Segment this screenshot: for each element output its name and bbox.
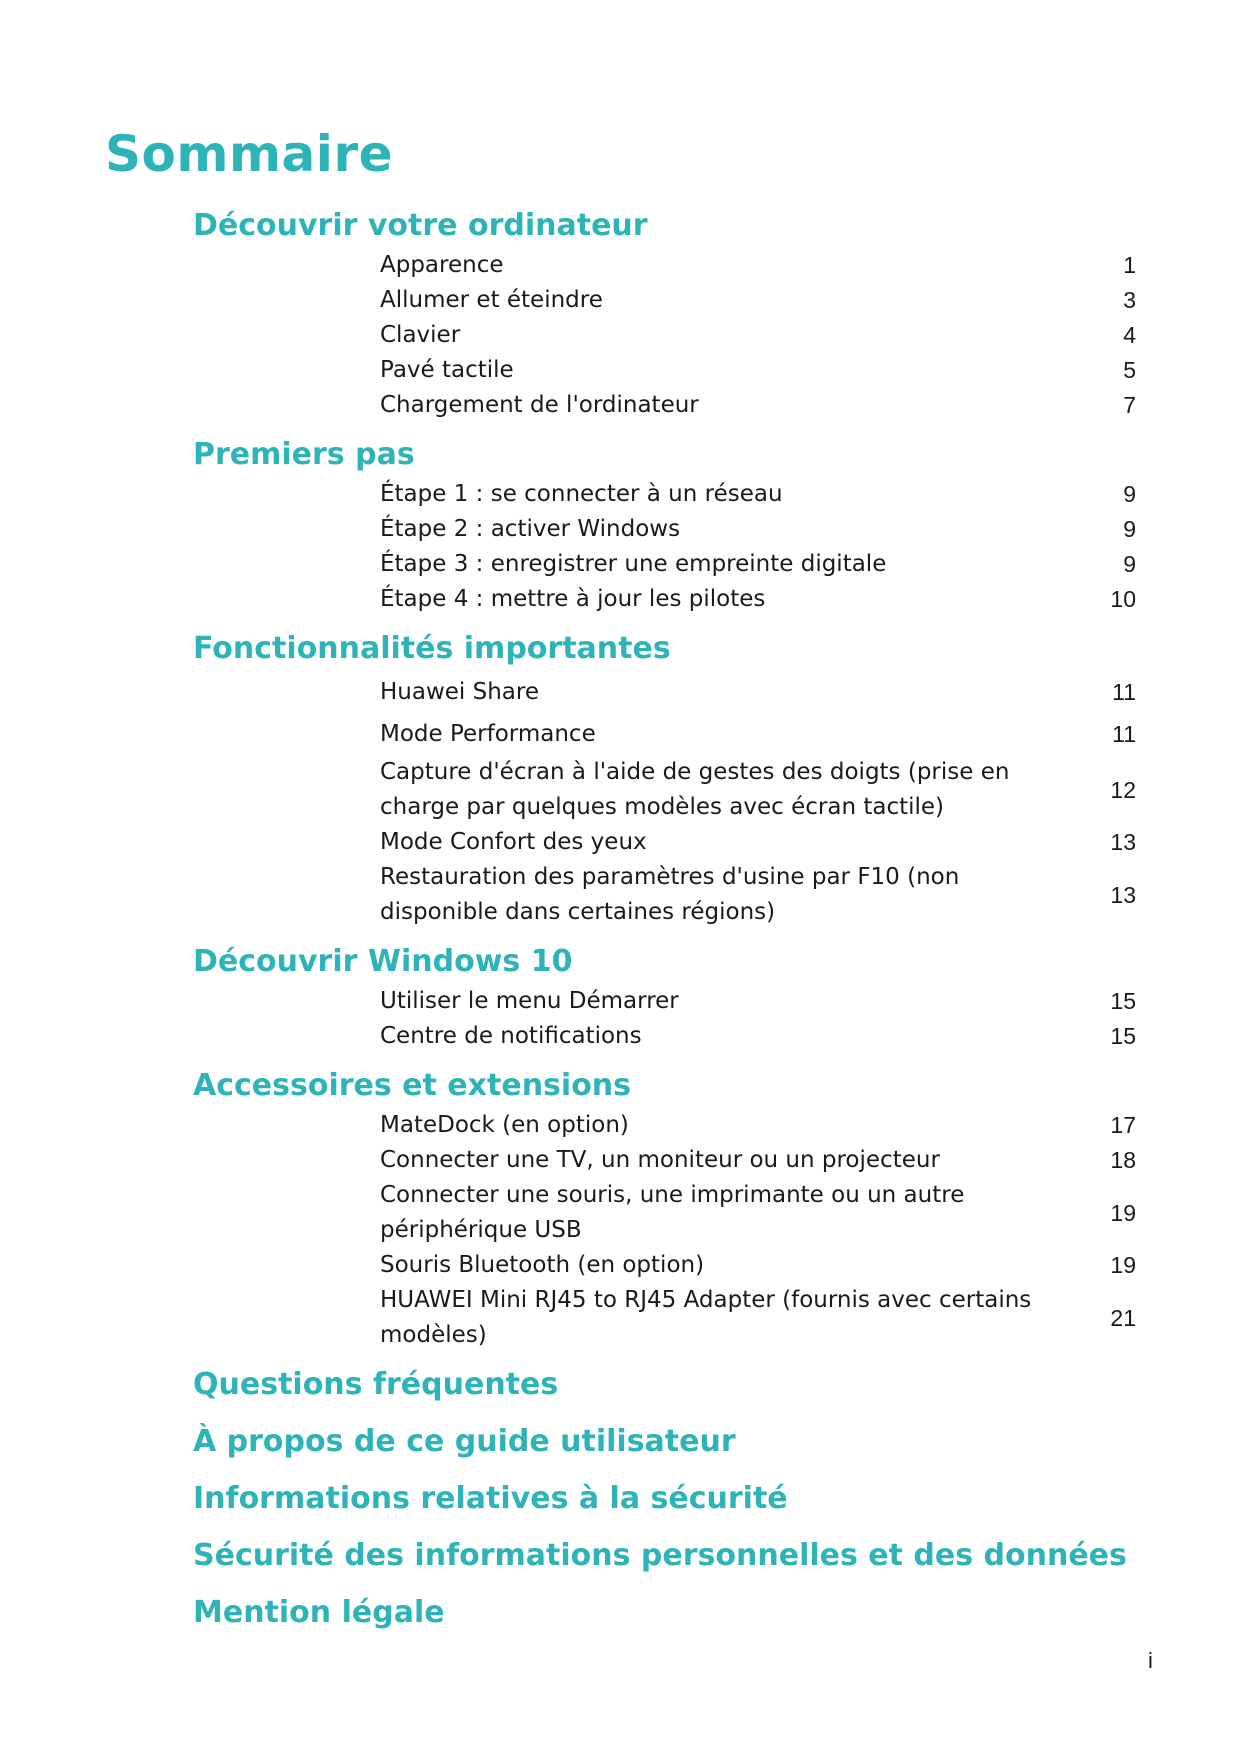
toc-entry-label: Étape 4 : mettre à jour les pilotes: [380, 586, 766, 612]
toc-entry-label: Apparence: [380, 252, 504, 278]
toc-section: [0, 1363, 1241, 1407]
toc-section-title[interactable]: Questions fréquentes: [193, 1367, 559, 1402]
table-of-contents: [0, 204, 1241, 1648]
toc-entry-page: 19: [1110, 1199, 1136, 1226]
toc-entry[interactable]: [0, 512, 1241, 547]
toc-entry-page: 15: [1110, 988, 1136, 1014]
toc-entry[interactable]: [0, 984, 1241, 1019]
toc-entry-label: Pavé tactile: [380, 357, 514, 383]
toc-section: [0, 204, 1241, 423]
toc-entry-list: [0, 1108, 1241, 1353]
toc-entry[interactable]: [0, 547, 1241, 582]
toc-entry-label: Mode Confort des yeux: [380, 829, 647, 855]
toc-entry-label: Allumer et éteindre: [380, 287, 603, 313]
toc-section: [0, 627, 1241, 930]
toc-section-title[interactable]: Accessoires et extensions: [193, 1068, 632, 1103]
toc-entry-label: Huawei Share: [380, 678, 540, 705]
toc-entry[interactable]: [0, 755, 1241, 825]
toc-section-title[interactable]: Fonctionnalités importantes: [193, 631, 671, 666]
toc-entry-page: 5: [1123, 357, 1136, 383]
toc-entry[interactable]: [0, 1143, 1241, 1178]
toc-entry-label: Connecter une TV, un moniteur ou un projecteur: [380, 1147, 940, 1173]
toc-entry-page: 4: [1123, 322, 1136, 348]
toc-entry-page: 21: [1110, 1304, 1136, 1331]
toc-section-title[interactable]: Informations relatives à la sécurité: [193, 1481, 788, 1516]
toc-entry-label: Souris Bluetooth (en option): [380, 1252, 705, 1278]
toc-entry-page: 13: [1110, 881, 1136, 908]
toc-entry-label: Connecter une souris, une imprimante ou un autre périphérique USB: [380, 1182, 965, 1243]
toc-section: [0, 1064, 1241, 1353]
toc-entry-label: Clavier: [380, 322, 461, 348]
toc-entry-page: 18: [1110, 1147, 1136, 1173]
toc-section-title[interactable]: Premiers pas: [193, 437, 415, 472]
toc-entry[interactable]: [0, 582, 1241, 617]
page-title: Sommaire: [105, 125, 394, 183]
toc-entry[interactable]: [0, 388, 1241, 423]
toc-entry-label: HUAWEI Mini RJ45 to RJ45 Adapter (fournis avec certains modèles): [380, 1287, 1032, 1348]
toc-entry-page: 19: [1110, 1252, 1136, 1278]
toc-entry-list: [0, 477, 1241, 617]
toc-entry[interactable]: [0, 318, 1241, 353]
toc-entry-list: [0, 671, 1241, 930]
toc-entry[interactable]: [0, 1283, 1241, 1353]
toc-entry[interactable]: [0, 477, 1241, 512]
toc-entry[interactable]: [0, 713, 1241, 755]
toc-entry-label: MateDock (en option): [380, 1112, 629, 1138]
toc-entry-page: 11: [1112, 720, 1136, 747]
toc-entry[interactable]: [0, 248, 1241, 283]
toc-entry-list: [0, 248, 1241, 423]
toc-entry[interactable]: [0, 283, 1241, 318]
toc-entry-page: 9: [1123, 516, 1136, 542]
toc-entry-label: Étape 2 : activer Windows: [380, 516, 681, 542]
toc-section: [0, 433, 1241, 617]
toc-entry-label: Utiliser le menu Démarrer: [380, 988, 679, 1014]
toc-section-title[interactable]: Sécurité des informations personnelles et des données: [193, 1538, 1127, 1573]
toc-entry-list: [0, 984, 1241, 1054]
toc-entry-label: Mode Performance: [380, 720, 596, 747]
toc-section: [0, 1591, 1241, 1635]
page-number: i: [1148, 1648, 1153, 1673]
toc-entry-page: 10: [1110, 586, 1136, 612]
toc-entry-label: Centre de notifications: [380, 1023, 642, 1049]
toc-section: [0, 1534, 1241, 1578]
toc-entry-page: 13: [1110, 829, 1136, 855]
toc-entry-label: Étape 3 : enregistrer une empreinte digitale: [380, 551, 887, 577]
toc-entry[interactable]: [0, 860, 1241, 930]
toc-entry[interactable]: [0, 1178, 1241, 1248]
toc-entry-page: 11: [1112, 678, 1136, 705]
toc-entry-page: 12: [1110, 776, 1136, 803]
toc-entry-page: 9: [1123, 551, 1136, 577]
toc-entry-label: Chargement de l'ordinateur: [380, 392, 699, 418]
toc-section-title[interactable]: Découvrir Windows 10: [193, 944, 573, 979]
toc-entry[interactable]: [0, 353, 1241, 388]
toc-entry-label: Capture d'écran à l'aide de gestes des doigts (prise en charge par quelques modèles avec écran tactile): [380, 759, 1010, 820]
toc-entry[interactable]: [0, 1248, 1241, 1283]
toc-section: [0, 1420, 1241, 1464]
toc-section-title[interactable]: Découvrir votre ordinateur: [193, 208, 648, 243]
toc-entry-page: 3: [1123, 287, 1136, 313]
toc-section: [0, 1477, 1241, 1521]
toc-entry-page: 7: [1123, 392, 1136, 418]
toc-entry-page: 1: [1123, 252, 1136, 278]
toc-entry[interactable]: [0, 671, 1241, 713]
toc-entry-label: Étape 1 : se connecter à un réseau: [380, 481, 783, 507]
toc-entry-label: Restauration des paramètres d'usine par F10 (non disponible dans certaines régions): [380, 864, 960, 925]
toc-section-title[interactable]: À propos de ce guide utilisateur: [193, 1424, 736, 1459]
toc-entry-page: 17: [1110, 1112, 1136, 1138]
toc-entry-page: 15: [1110, 1023, 1136, 1049]
toc-entry[interactable]: [0, 1108, 1241, 1143]
toc-entry-page: 9: [1123, 481, 1136, 507]
toc-entry[interactable]: [0, 1019, 1241, 1054]
toc-section: [0, 940, 1241, 1054]
toc-entry[interactable]: [0, 825, 1241, 860]
toc-section-title[interactable]: Mention légale: [193, 1595, 445, 1630]
